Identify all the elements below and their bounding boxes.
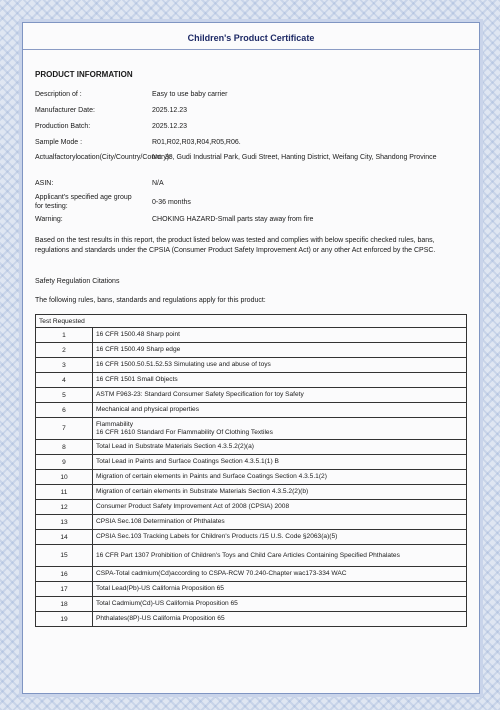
info-key: Description of :: [35, 91, 82, 98]
test-description: 16 CFR 1501 Small Objects: [93, 373, 467, 388]
test-description: 16 CFR Part 1307 Prohibition of Children's Toys and Child Care Articles Containing Specified Phthalates: [93, 545, 467, 567]
certificate-title: Children's Product Certificate: [187, 33, 315, 43]
info-key: Warning:: [35, 216, 63, 223]
test-description: Migration of certain elements in Paints and Surface Coatings Section 4.3.5.1(2): [93, 470, 467, 485]
title-divider: [23, 49, 479, 50]
test-description: CPSIA Sec.108 Determination of Phthalates: [93, 515, 467, 530]
test-number: 5: [36, 388, 93, 403]
test-description: Flammability 16 CFR 1610 Standard For Flammability Of Clothing Textiles: [93, 418, 467, 440]
test-number: 13: [36, 515, 93, 530]
test-number: 9: [36, 455, 93, 470]
table-row: [36, 455, 467, 470]
info-key: Sample Mode :: [35, 139, 83, 146]
test-description: Total Cadmium(Cd)-US California Proposition 65: [93, 597, 467, 612]
test-description: Phthalates(8P)-US California Proposition 65: [93, 612, 467, 627]
table-row: [36, 485, 467, 500]
test-description: Total Lead in Paints and Surface Coatings Section 4.3.5.1(1) B: [93, 455, 467, 470]
table-row: [36, 567, 467, 582]
section-heading: PRODUCT INFORMATION: [35, 70, 133, 79]
test-number: 17: [36, 582, 93, 597]
table-row: [36, 597, 467, 612]
test-description: ASTM F963-23: Standard Consumer Safety Specification for toy Safety: [93, 388, 467, 403]
table-row: [36, 343, 467, 358]
table-row: [36, 440, 467, 455]
table-row: [36, 500, 467, 515]
test-description: Migration of certain elements in Substrate Materials Section 4.3.5.2(2)(b): [93, 485, 467, 500]
test-description: 16 CFR 1500.49 Sharp edge: [93, 343, 467, 358]
test-number: 18: [36, 597, 93, 612]
info-key: Manufacturer Date:: [35, 107, 95, 114]
info-value: 2025.12.23: [152, 123, 188, 130]
info-value: 0-36 months: [152, 199, 191, 206]
table-row: [36, 515, 467, 530]
info-key: Production Batch:: [35, 123, 91, 130]
test-number: 15: [36, 545, 93, 567]
tests-table: [35, 314, 467, 627]
info-value: No. 38, Gudi Industrial Park, Gudi Street, Hanting District, Weifang City, Shandong Province: [152, 154, 437, 161]
test-description: 16 CFR 1500.50.51.52.53 Simulating use and abuse of toys: [93, 358, 467, 373]
test-number: 2: [36, 343, 93, 358]
table-row: [36, 373, 467, 388]
test-number: 3: [36, 358, 93, 373]
table-row: [36, 358, 467, 373]
info-value: R01,R02,R03,R04,R05,R06.: [152, 139, 241, 146]
table-row: [36, 388, 467, 403]
table-row: [36, 545, 467, 567]
test-number: 6: [36, 403, 93, 418]
test-number: 7: [36, 418, 93, 440]
table-row: [36, 328, 467, 343]
table-row: [36, 403, 467, 418]
info-value: 2025.12.23: [152, 107, 188, 114]
table-header-row: [36, 315, 467, 328]
info-key: Actualfactorylocation(City/Country/Country):: [35, 154, 172, 161]
info-key: Applicant's specified age group for testing:: [35, 194, 132, 210]
test-description: 16 CFR 1500.48 Sharp point: [93, 328, 467, 343]
table-row: [36, 470, 467, 485]
test-number: 10: [36, 470, 93, 485]
citations-heading: Safety Regulation Citations: [35, 278, 120, 285]
table-row: [36, 418, 467, 440]
test-number: 12: [36, 500, 93, 515]
certificate-page: [22, 22, 480, 694]
test-description: Total Lead(Pb)-US California Proposition 65: [93, 582, 467, 597]
table-row: [36, 530, 467, 545]
test-description: Mechanical and physical properties: [93, 403, 467, 418]
rules-intro: The following rules, bans, standards and regulations apply for this product:: [35, 297, 266, 304]
compliance-statement: Based on the test results in this report, the product listed below was tested and complies with below specific checked rules, bans, regulations and standards under the CPSIA (Consumer Product Safety Improvement Act) or any other Act enforced by the CPSC.: [35, 237, 436, 254]
info-value: CHOKING HAZARD-Small parts stay away from fire: [152, 216, 314, 223]
info-value: N/A: [152, 180, 164, 187]
test-description: Consumer Product Safety Improvement Act of 2008 (CPSIA) 2008: [93, 500, 467, 515]
info-key: ASIN:: [35, 180, 54, 187]
info-value: Easy to use baby carrier: [152, 91, 228, 98]
test-number: 19: [36, 612, 93, 627]
test-number: 4: [36, 373, 93, 388]
table-row: [36, 582, 467, 597]
test-number: 16: [36, 567, 93, 582]
test-description: Total Lead in Substrate Materials Section 4.3.5.2(2)(a): [93, 440, 467, 455]
test-number: 1: [36, 328, 93, 343]
test-description: CPSIA Sec.103 Tracking Labels for Children's Products /15 U.S. Code §2063(a)(5): [93, 530, 467, 545]
test-number: 11: [36, 485, 93, 500]
test-number: 14: [36, 530, 93, 545]
test-number: 8: [36, 440, 93, 455]
test-description: CSPA-Total cadmium(Cd)according to CSPA-RCW 70.240-Chapter wac173-334 WAC: [93, 567, 467, 582]
table-row: [36, 612, 467, 627]
table-header: Test Requested: [36, 315, 467, 328]
